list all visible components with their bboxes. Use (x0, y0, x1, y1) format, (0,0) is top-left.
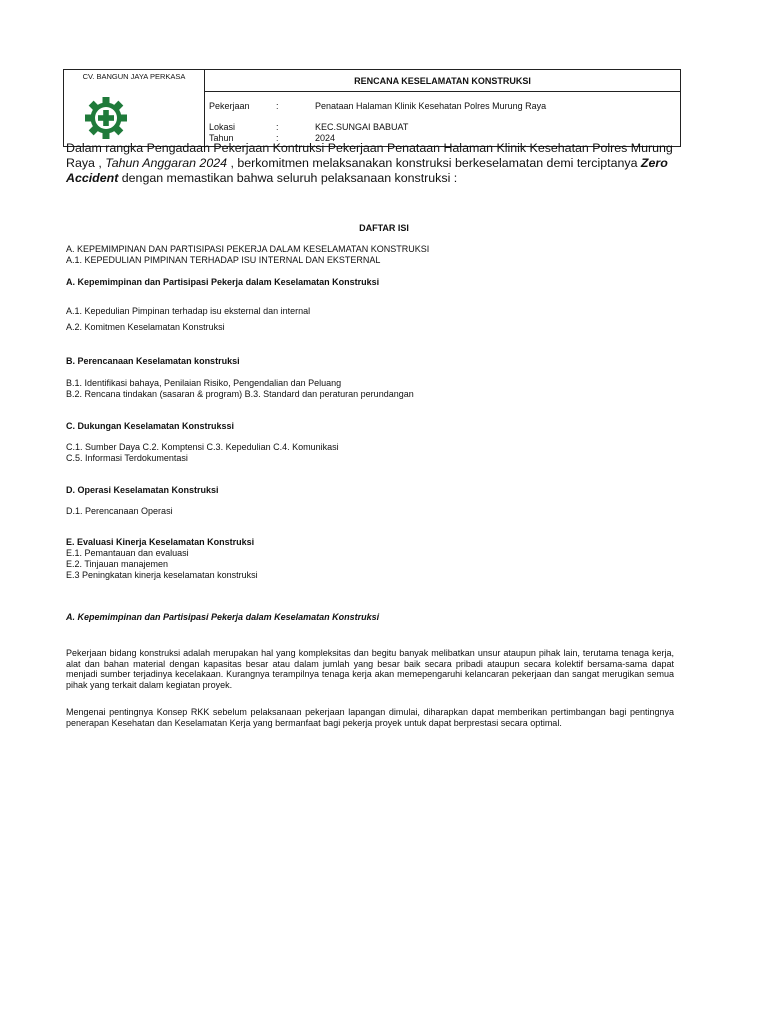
field-label: Tahun (209, 133, 234, 143)
intro-text: , berkomitmen melaksanakan konstruksi berkeselamatan demi terciptanya (227, 156, 641, 170)
field-colon: : (276, 133, 279, 143)
section-d-title: D. Operasi Keselamatan Konstruksi (66, 485, 219, 495)
body-paragraph: Pekerjaan bidang konstruksi adalah merupakan hal yang kompleksitas dan begitu banyak melibatkan unsur ataupun pihak lain, terutama tenaga kerja, alat dan bahan material dengan kapasitas besar atau dalam jumlah yang besar baik secara pribadi ataupun secara kolektif bersama-sama dapat menjadi sumber terjadinya kecelakaan. Kurangnya terampilnya tenaga kerja akan memepengaruhi kelancaran pekerjaan dan sangat merugikan semua pihak yang terkait dalam kegiatan proyek. (66, 648, 674, 690)
section-a-heading: A. Kepemimpinan dan Partisipasi Pekerja dalam Keselamatan Konstruksi (66, 612, 380, 622)
safety-cross-gear-logo-icon (84, 96, 128, 140)
field-colon: : (276, 101, 279, 111)
company-name: CV. BANGUN JAYA PERKASA (82, 72, 186, 81)
section-e-title: E. Evaluasi Kinerja Keselamatan Konstruksi (66, 537, 255, 547)
toc-item: A.2. Komitmen Keselamatan Konstruksi (66, 322, 225, 332)
toc-line: A. KEPEMIMPINAN DAN PARTISIPASI PEKERJA DALAM KESELAMATAN KONSTRUKSI (66, 244, 430, 254)
intro-text: dengan memastikan bahwa seluruh pelaksanaan konstruksi : (118, 171, 458, 185)
intro-budget-year: Tahun Anggaran 2024 (105, 156, 227, 170)
toc-line: A.1. KEPEDULIAN PIMPINAN TERHADAP ISU INTERNAL DAN EKSTERNAL (66, 255, 381, 265)
header-divider (204, 91, 680, 92)
toc-item: C.5. Informasi Terdokumentasi (66, 453, 188, 463)
section-c-title: C. Dukungan Keselamatan Konstrukssi (66, 421, 235, 431)
toc-item: B.1. Identifikasi bahaya, Penilaian Risiko, Pengendalian dan Peluang (66, 378, 342, 388)
field-label: Pekerjaan (209, 101, 250, 111)
section-b-title: B. Perencanaan Keselamatan konstruksi (66, 356, 240, 366)
body-paragraph: Mengenai pentingnya Konsep RKK sebelum pelaksanaan pekerjaan lapangan dimulai, diharapkan dapat memberikan pertimbangan bagi pentingnya penerapan Kesehatan dan Keselamatan Kerja yang bermanfaat bagi pekerja proyek untuk dapat berprestasi secara optimal. (66, 707, 674, 728)
toc-item: A.1. Kepedulian Pimpinan terhadap isu eksternal dan internal (66, 306, 311, 316)
toc-item: E.2. Tinjauan manajemen (66, 559, 169, 569)
toc-item: C.1. Sumber Daya C.2. Komptensi C.3. Kepedulian C.4. Komunikasi (66, 442, 339, 452)
field-value: Penataan Halaman Klinik Kesehatan Polres Murung Raya (315, 101, 547, 111)
document-title: RENCANA KESELAMATAN KONSTRUKSI (354, 76, 531, 86)
field-colon: : (276, 122, 279, 132)
toc-heading: DAFTAR ISI (359, 223, 409, 233)
field-label: Lokasi (209, 122, 236, 132)
header-table (63, 69, 681, 147)
field-value: 2024 (315, 133, 336, 143)
intro-paragraph (66, 141, 686, 186)
toc-item: E.3 Peningkatan kinerja keselamatan konstruksi (66, 570, 258, 580)
toc-item: E.1. Pemantauan dan evaluasi (66, 548, 189, 558)
intro-zero-accident: Zero Accident (66, 156, 668, 185)
toc-item: B.2. Rencana tindakan (sasaran & program) B.3. Standard dan peraturan perundangan (66, 389, 414, 399)
toc-item: D.1. Perencanaan Operasi (66, 506, 173, 516)
intro-text: Dalam rangka Pengadaan Pekerjaan Kontruksi Pekerjaan Penataan Halaman Klinik Kesehatan Polres Murung Raya , (66, 141, 673, 170)
section-a-title: A. Kepemimpinan dan Partisipasi Pekerja dalam Keselamatan Konstruksi (66, 277, 380, 287)
field-value: KEC.SUNGAI BABUAT (315, 122, 409, 132)
